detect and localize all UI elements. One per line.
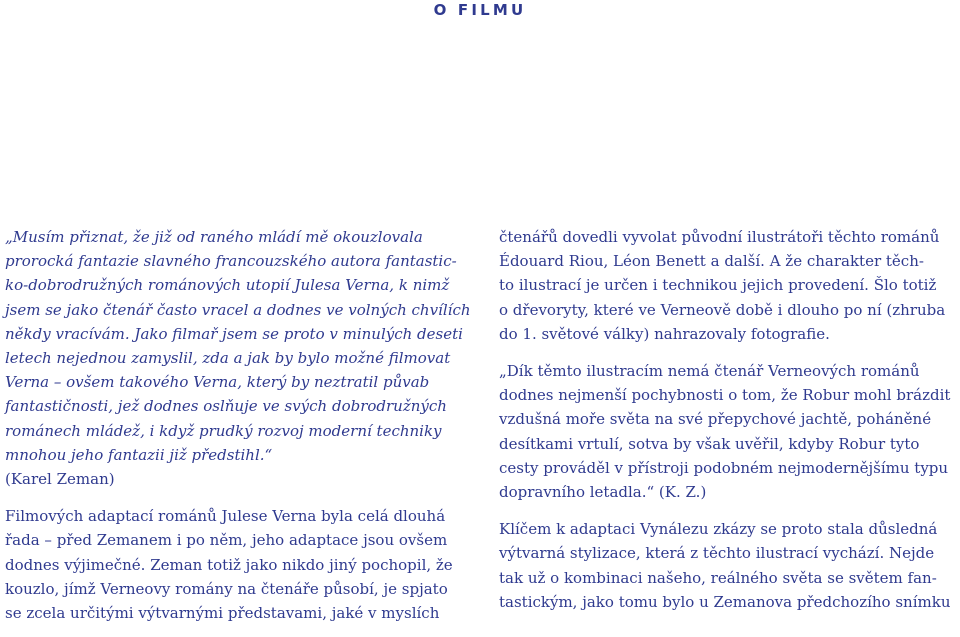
paragraph-line: řada – před Zemanem i po něm, jeho adaptace jsou ovšem: [5, 531, 448, 550]
paragraph-line: vzdušná moře světa na své přepychové jachtě, poháněné: [499, 410, 932, 429]
quote-line: Verna – ovšem takového Verna, který by neztratil půvab: [5, 373, 430, 392]
paragraph-line: to ilustrací je určen i technikou jejich provedení. Šlo totiž: [499, 276, 937, 295]
paragraph-line: cesty prováděl v přístroji podobném nejmodernějšímu typu: [499, 458, 949, 477]
quote-attribution: (Karel Zeman): [5, 470, 115, 489]
paragraph-line: kouzlo, jímž Verneovy romány na čtenáře působí, je spjato: [5, 579, 448, 598]
paragraph-line: se zcela určitými výtvarnými představami, jaké v myslích: [5, 604, 440, 623]
paragraph-line: Filmových adaptací románů Julese Verna byla celá dlouhá: [5, 507, 446, 526]
quote-line: ko-dobrodružných románových utopií Julesa Verna, k nimž: [5, 276, 450, 295]
paragraph-line: čtenářů dovedli vyvolat původní ilustrátoři těchto románů: [499, 228, 940, 246]
paragraph-line: desítkami vrtulí, sotva by však uvěřil, kdyby Robur tyto: [499, 434, 920, 453]
quote-line: jsem se jako čtenář často vracel a dodnes ve volných chvílích: [5, 300, 471, 319]
quote-line: fantastičnosti, jež dodnes oslňuje ve svých dobrodružných: [5, 397, 447, 416]
paragraph-line: „Dík těmto ilustracím nemá čtenář Verneových románů: [499, 362, 920, 381]
paragraph-line: výtvarná stylizace, která z těchto ilustrací vychází. Nejde: [499, 544, 935, 563]
quote-line: mnohou jeho fantazii již předstihl.“: [5, 445, 273, 464]
zeman-quote: [5, 225, 475, 467]
quote-line: „Musím přiznat, že již od raného mládí mě okouzlovala: [5, 228, 423, 246]
section-title: O FILMU: [433, 1, 527, 19]
paragraph-line: dopravního letadla.“ (K. Z.): [499, 483, 707, 502]
quote-line: románech mládež, i když prudký rozvoj moderní techniky: [5, 421, 442, 440]
quote-line: letech nejednou zamyslil, zda a jak by bylo možné filmovat: [5, 349, 451, 368]
quote-line: prorocká fantazie slavného francouzského autora fantastic-: [5, 252, 457, 271]
paragraph-line: tastickým, jako tomu bylo u Zemanova předchozího snímku: [499, 592, 951, 611]
paragraph-line: o dřevoryty, které ve Verneově době i dlouho po ní (zhruba: [499, 300, 946, 319]
paragraph-line: do 1. světové války) nahrazovaly fotografie.: [499, 324, 830, 343]
right-column: [499, 225, 960, 614]
body-paragraph: [5, 504, 475, 625]
left-column: [5, 225, 475, 625]
paragraph-line: Klíčem k adaptaci Vynálezu zkázy se proto stala důsledná: [499, 520, 938, 539]
body-paragraph: [499, 517, 960, 614]
quote-paragraph: [499, 359, 960, 504]
paragraph-line: Édouard Riou, Léon Benett a další. A že charakter těch-: [499, 252, 924, 271]
paragraph-line: tak už o kombinaci našeho, reálného světa se světem fan-: [499, 568, 937, 587]
quote-line: někdy vracívám. Jako filmař jsem se proto v minulých deseti: [5, 324, 463, 343]
paragraph-line: dodnes nejmenší pochybnosti o tom, že Robur mohl brázdit: [499, 386, 951, 405]
body-paragraph: [499, 225, 960, 346]
paragraph-line: dodnes výjimečné. Zeman totiž jako nikdo jiný pochopil, že: [5, 555, 453, 574]
